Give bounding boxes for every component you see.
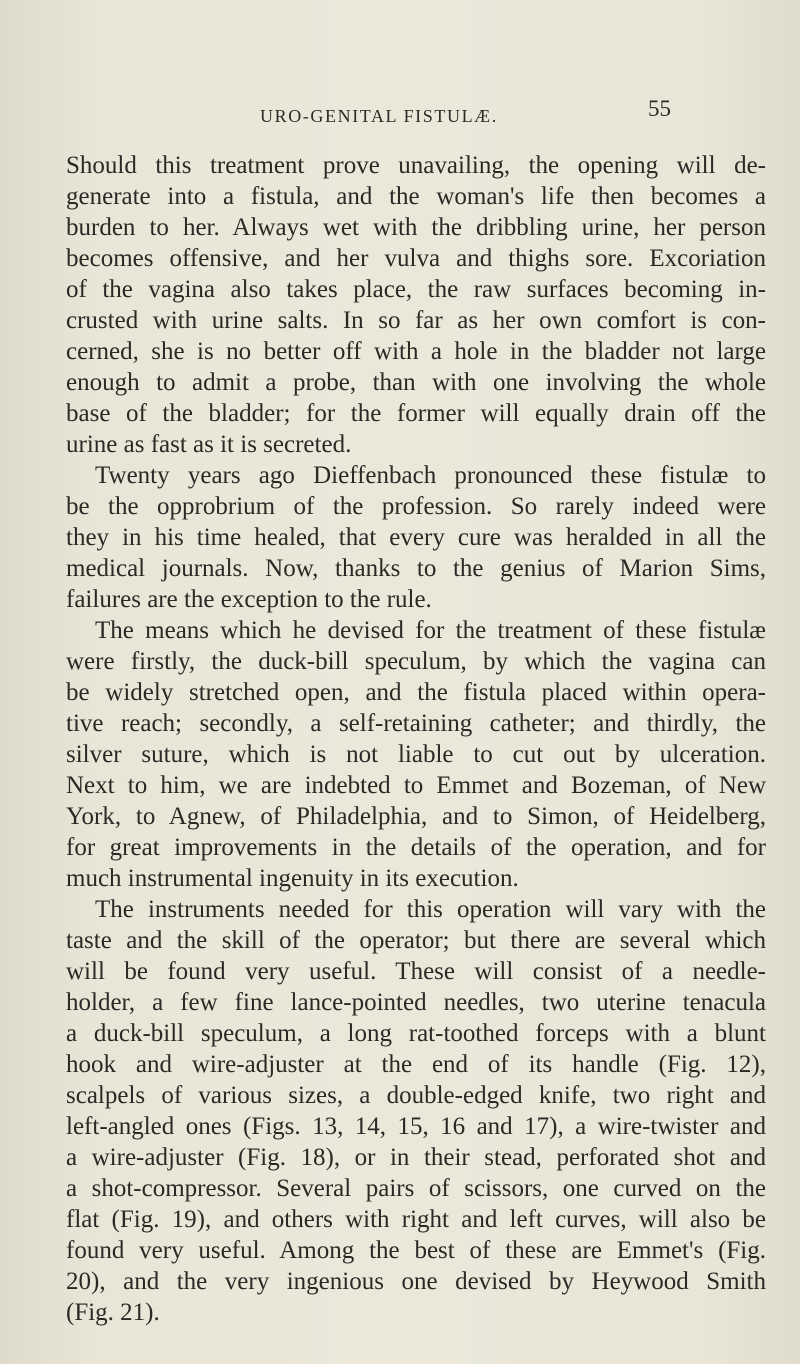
running-head [60,96,770,132]
text-line: holder, a few fine lance-pointed needles, two uterine tenacula [66,989,766,1016]
text-line: scalpels of various sizes, a double-edged knife, two right and [66,1082,766,1109]
text-line: found very useful. Among the best of these are Emmet's (Fig. [66,1237,766,1264]
text-line: be widely stretched open, and the fistula placed within opera- [66,679,766,706]
text-line: much instrumental ingenuity in its execution. [66,865,519,892]
text-line: Next to him, we are indebted to Emmet and Bozeman, of New [66,772,766,799]
text-line: medical journals. Now, thanks to the genius of Marion Sims, [66,555,766,582]
text-line: Should this treatment prove unavailing, the opening will de- [66,152,766,179]
text-line: York, to Agnew, of Philadelphia, and to Simon, of Heidelberg, [66,803,766,830]
text-line: generate into a fistula, and the woman's life then becomes a [66,183,766,210]
text-line: 20), and the very ingenious one devised by Heywood Smith [66,1268,766,1295]
text-line: flat (Fig. 19), and others with right and left curves, will also be [66,1206,766,1233]
text-line: The instruments needed for this operation will vary with the [95,896,766,923]
text-line: failures are the exception to the rule. [66,586,432,613]
text-line: Twenty years ago Dieffenbach pronounced these fistulæ to [95,462,766,489]
body-text [66,150,766,1328]
text-line: burden to her. Always wet with the dribbling urine, her person [66,214,766,241]
text-line: were firstly, the duck-bill speculum, by which the vagina can [66,648,766,675]
text-line: hook and wire-adjuster at the end of its handle (Fig. 12), [66,1051,766,1078]
text-line: a duck-bill speculum, a long rat-toothed forceps with a blunt [66,1020,766,1047]
text-line: they in his time healed, that every cure was heralded in all the [66,524,766,551]
text-line: left-angled ones (Figs. 13, 14, 15, 16 and 17), a wire-twister and [66,1113,766,1140]
text-line: be the opprobrium of the profession. So rarely indeed were [66,493,766,520]
text-line: urine as fast as it is secreted. [66,431,352,458]
text-line: of the vagina also takes place, the raw surfaces becoming in- [66,276,766,303]
text-line: taste and the skill of the operator; but there are several which [66,927,766,954]
text-line: for great improvements in the details of the operation, and for [66,834,766,861]
text-line: will be found very useful. These will consist of a needle- [66,958,766,985]
text-line: The means which he devised for the treatment of these fistulæ [95,617,766,644]
text-line: enough to admit a probe, than with one involving the whole [66,369,766,396]
text-line: base of the bladder; for the former will equally drain off the [66,400,766,427]
page-number: 55 [648,96,671,121]
text-line: tive reach; secondly, a self-retaining catheter; and thirdly, the [66,710,766,737]
text-line: silver suture, which is not liable to cut out by ulceration. [66,741,766,768]
text-line: becomes offensive, and her vulva and thighs sore. Excoriation [66,245,766,272]
text-line: (Fig. 21). [66,1299,160,1326]
text-line: cerned, she is no better off with a hole in the bladder not large [66,338,766,365]
running-head-title: URO-GENITAL FISTULÆ. [260,106,498,126]
text-line: a shot-compressor. Several pairs of scissors, one curved on the [66,1175,766,1202]
text-line: a wire-adjuster (Fig. 18), or in their stead, perforated shot and [66,1144,766,1171]
text-line: crusted with urine salts. In so far as her own comfort is con- [66,307,766,334]
